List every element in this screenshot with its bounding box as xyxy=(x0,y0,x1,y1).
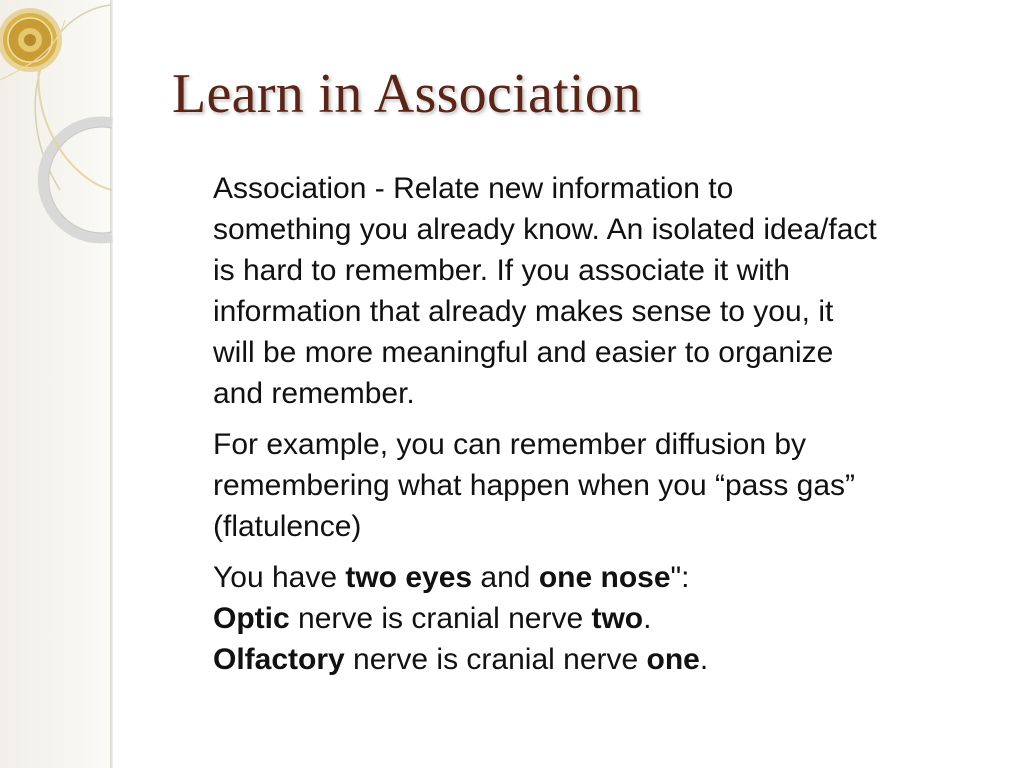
text-line: is hard to remember. If you associate it with xyxy=(213,254,790,287)
text-run: . xyxy=(643,602,652,635)
association-paragraph xyxy=(213,168,993,414)
bold-olfactory: Olfactory xyxy=(213,643,345,676)
decorative-arcs xyxy=(0,0,140,260)
text-line: Association - Relate new information to xyxy=(213,172,734,205)
text-line: will be more meaningful and easier to organize xyxy=(213,336,834,369)
bold-optic: Optic xyxy=(213,602,290,635)
text-line: and remember. xyxy=(213,377,415,410)
text-run: nerve is cranial nerve xyxy=(289,602,592,635)
slide-body xyxy=(213,168,993,690)
mnemonic-line-optic xyxy=(213,598,993,639)
text-line: For example, you can remember diffusion by xyxy=(213,428,807,461)
text-line: something you already know. An isolated idea/fact xyxy=(213,213,877,246)
text-run: nerve is cranial nerve xyxy=(344,643,647,676)
bold-two-eyes: two eyes xyxy=(345,561,473,594)
text-line: remembering what happen when you “pass gas” xyxy=(213,469,856,502)
bold-one: one xyxy=(646,643,700,676)
example-paragraph xyxy=(213,424,993,547)
mnemonic-line-olfactory xyxy=(213,639,993,680)
bold-two: two xyxy=(591,602,644,635)
slide-title: Learn in Association xyxy=(172,63,642,125)
mnemonic-paragraph xyxy=(213,557,993,680)
text-run: . xyxy=(699,643,709,676)
mnemonic-line-eyes-nose xyxy=(213,557,993,598)
text-run: and xyxy=(472,561,539,594)
text-line: (flatulence) xyxy=(213,510,362,543)
bold-one-nose: one nose xyxy=(538,561,671,594)
text-run: ": xyxy=(670,561,690,594)
text-run: You have xyxy=(213,561,346,594)
text-line: information that already makes sense to you, it xyxy=(213,295,834,328)
